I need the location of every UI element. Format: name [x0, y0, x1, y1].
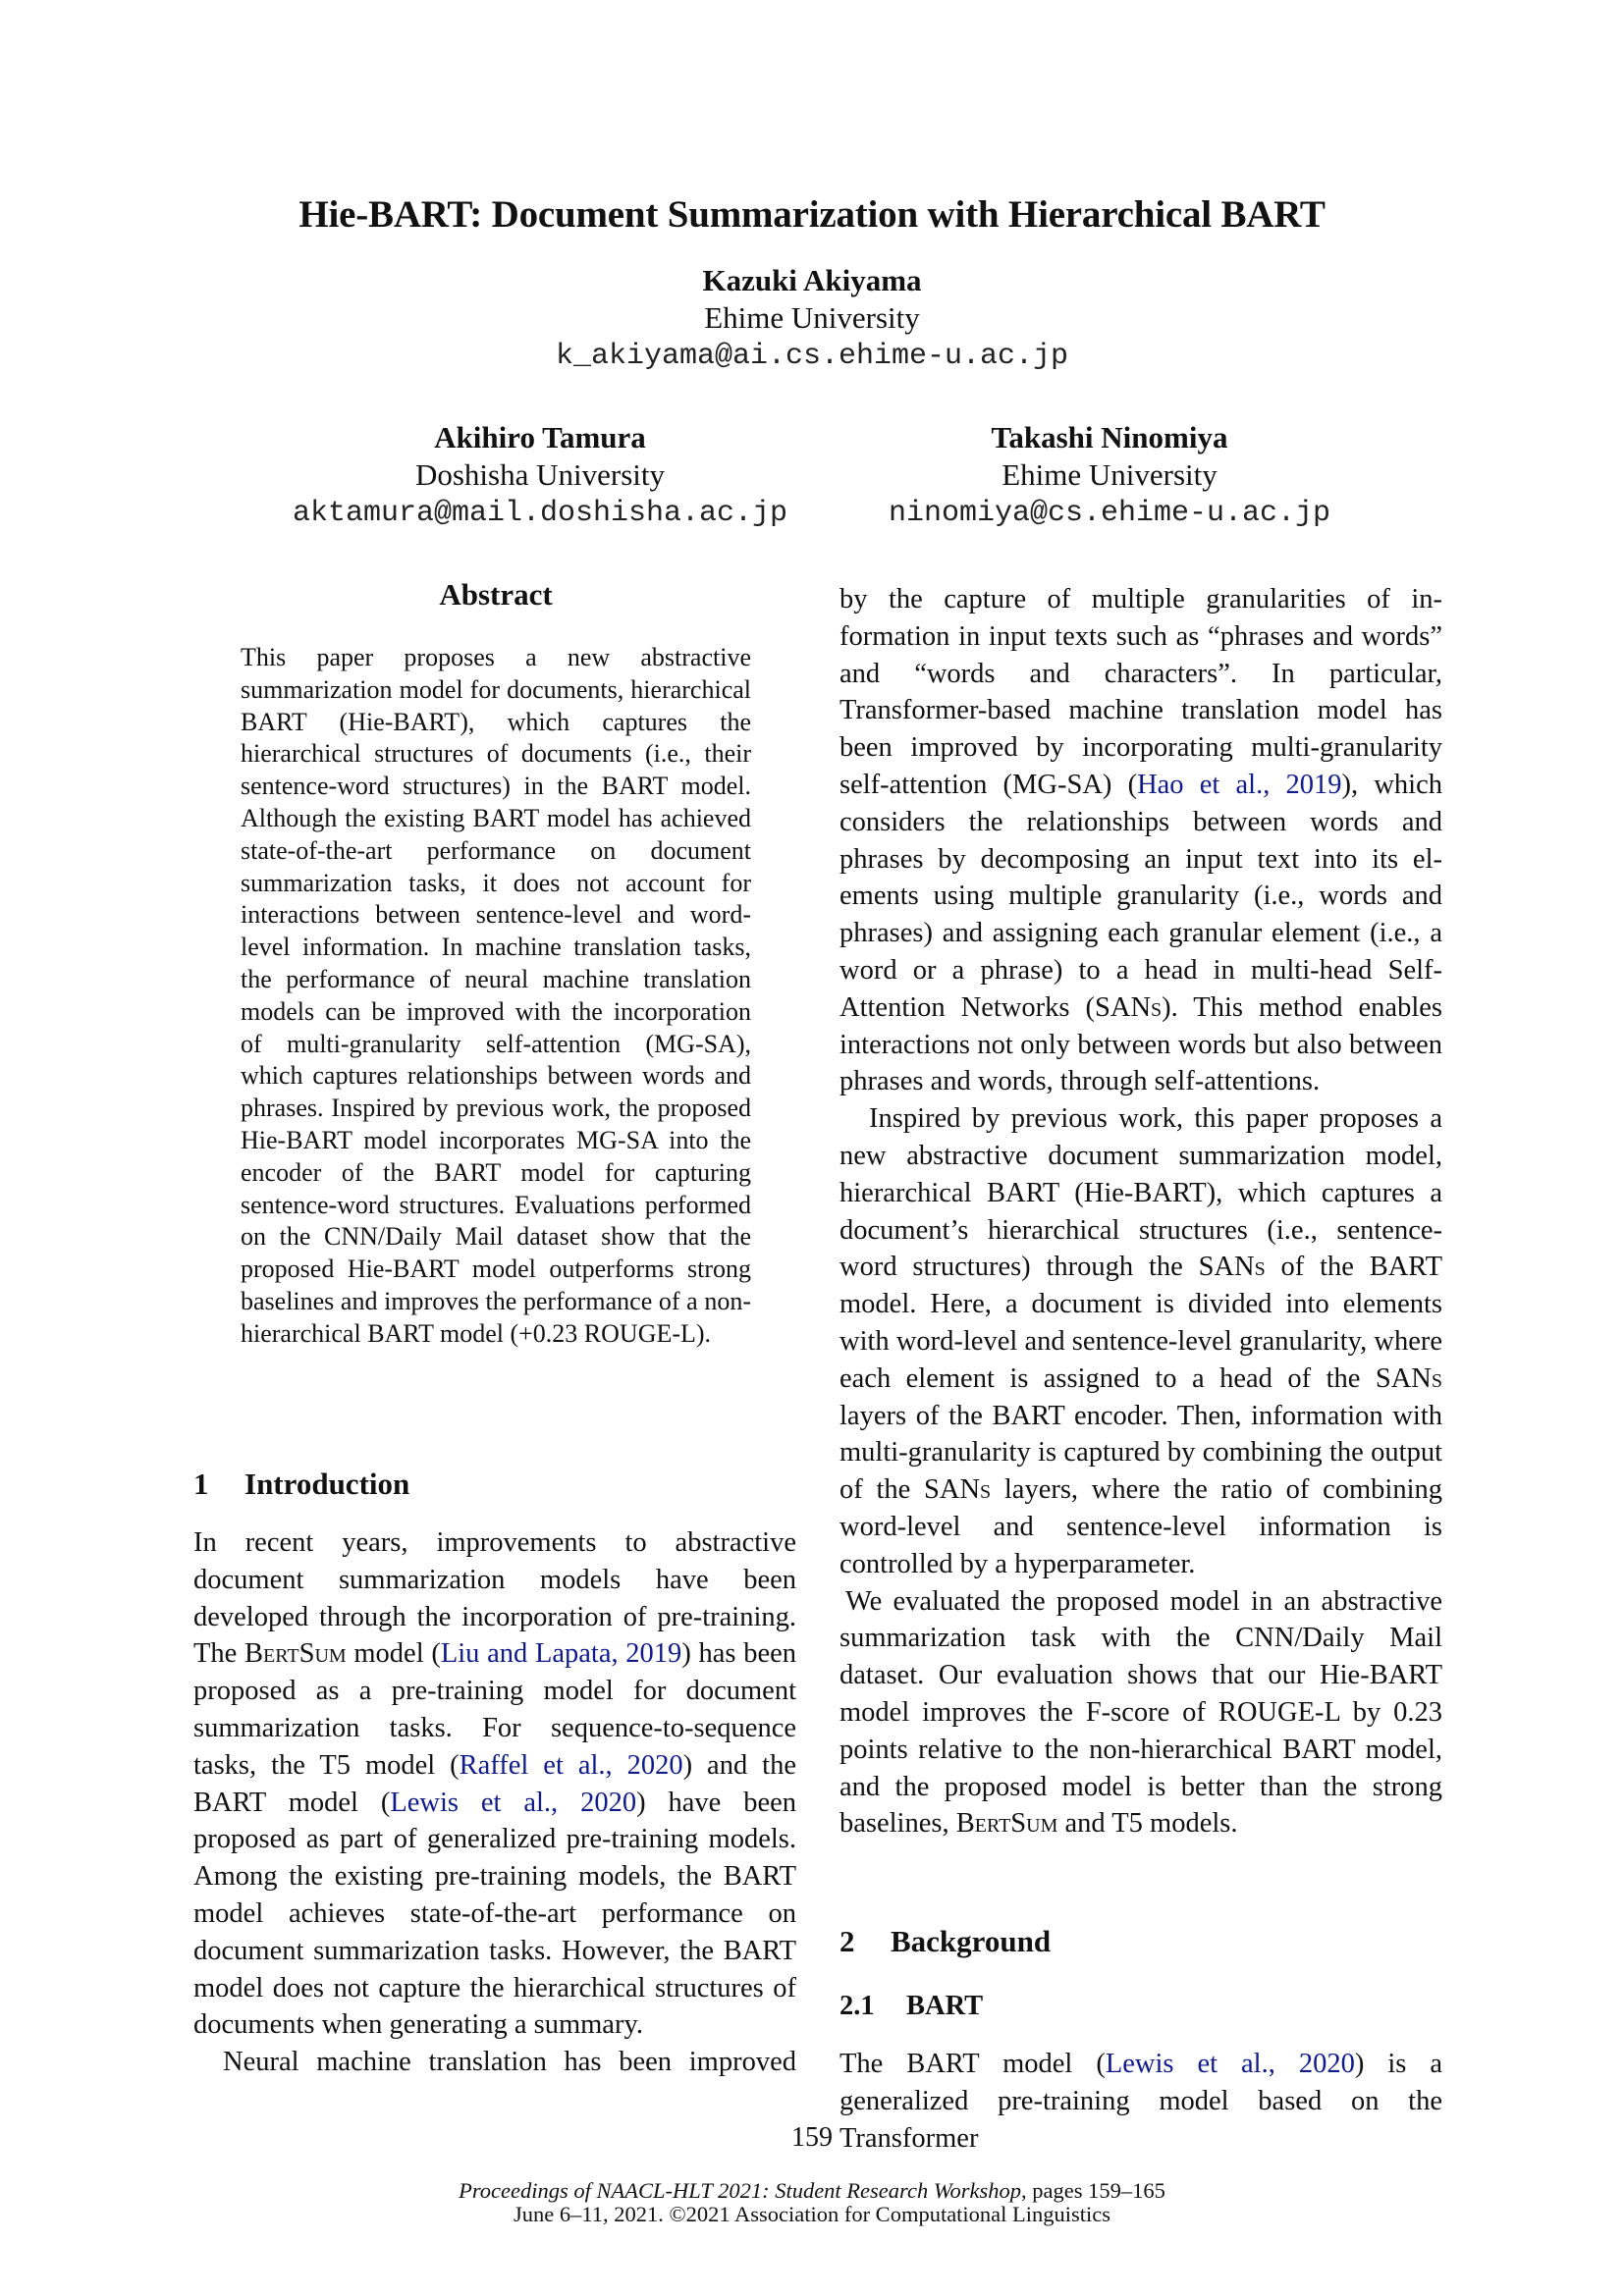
section-title: Background: [891, 1924, 1052, 1958]
abstract-paragraph: This paper proposes a new abstractive summarization model for documents, hierarchical BART (Hie-BART), which captures the hierarchical structures of documents (i.e., their sentence-word structures) in the BART model. Although the existing BART model has achieved state-of-the-art performance on document summarization tasks, it does not account for interactions between sentence-level and word-level information. In machine translation tasks, the performance of neural machine translation models can be improved with the incorporation of multi-granularity self-attention (MG-SA), which captures relationships between words and phrases. Inspired by previous work, the proposed Hie-BART model incorporates MG-SA into the encoder of the BART model for capturing sentence-word structures. Evaluations performed on the CNN/Daily Mail dataset show that the proposed Hie-BART model outperforms strong baselines and improves the performance of a non-hierarchical BART model (+0.23 ROUGE-L).: [241, 643, 751, 1348]
intro-paragraph-1: [193, 1524, 796, 2044]
section-number: 1: [193, 1467, 209, 1501]
text-run: We evaluated the proposed model in an abstractive summarization task with the CNN/Daily Mail dataset. Our evaluation shows that our Hie-BART model improves the F-score of ROUGE-L by 0.23 points relative to the non-hierarchical BART model, and the proposed model is better than the strong baselines,: [839, 1585, 1442, 1840]
citation-link[interactable]: Lewis et al., 2020: [1105, 2049, 1355, 2079]
intro-paragraph-4: [839, 1583, 1442, 1843]
text-run: ) has been proposed as a pre-training model for document summarization tasks. For sequence-to-sequence tasks, the T5 model (: [193, 1638, 796, 1781]
citation-link[interactable]: Raffel et al., 2020: [459, 1749, 683, 1781]
text-run: In recent years, improvements to abstractive document summarization models have been developed through the incorporation of pre-training. The: [193, 1527, 796, 1670]
section-number: 2: [839, 1924, 855, 1958]
page-number: 159: [791, 2122, 833, 2153]
author-name: Akihiro Tamura: [434, 420, 646, 454]
bertsum-term: BertSum: [244, 1638, 347, 1670]
text-run: The BART model (: [839, 2049, 1106, 2079]
text-run: and T5 models.: [1057, 1808, 1238, 1840]
author-email: k_akiyama@ai.cs.ehime-u.ac.jp: [555, 340, 1069, 373]
sans-term: SANs: [1375, 1362, 1442, 1394]
citation-link[interactable]: Hao et al., 2019: [1137, 769, 1342, 800]
author-affiliation: Ehime University: [704, 300, 920, 335]
text-run: ) have been proposed as part of generalized pre-training models. Among the existing pre-training models, the BART model achieves state-of-the-art performance on document summarization tasks. However, the BART model does not capture the hierarchical structures of documents when generating a summary.: [193, 1787, 796, 2041]
intro-paragraph-2-start: Neural machine translation has been improved: [223, 2047, 796, 2078]
subsection-number: 2.1: [839, 1991, 875, 2021]
bertsum-term: BertSum: [955, 1808, 1058, 1840]
abstract-text: [241, 642, 751, 1351]
text-run: ) and the BART model (: [193, 1749, 796, 1818]
paper-title: Hie-BART: Document Summarization with Hierarchical BART: [298, 193, 1326, 236]
subsection-title: BART: [906, 1991, 984, 2021]
text-run: model (: [346, 1638, 441, 1670]
text-run: layers of the BART encoder. Then, information with multi-granularity is captured by combining the output of the: [839, 1400, 1442, 1506]
author-email: ninomiya@cs.ehime-u.ac.jp: [888, 497, 1331, 530]
sans-term: SANs: [1095, 991, 1163, 1023]
footer-line-2: June 6–11, 2021. ©2021 Association for Computational Linguistics: [513, 2202, 1111, 2226]
intro-left-column: [193, 1524, 796, 2081]
section-heading-background: [839, 1924, 1051, 1959]
page-range: , pages 159–165: [1021, 2178, 1165, 2203]
subsection-heading-bart: [839, 1991, 983, 2022]
text-run: Inspired by previous work, this paper proposes a new abstractive document summarization model, hierarchical BART (Hie-BART), which captures a document’s hierarchical structures (i.e., sentence-word structures) through the: [839, 1103, 1442, 1283]
citation-link[interactable]: Liu and Lapata, 2019: [440, 1638, 682, 1670]
section-heading-introduction: [193, 1467, 409, 1502]
venue-name: Proceedings of NAACL-HLT 2021: Student Research Workshop: [459, 2178, 1021, 2203]
author-block-3: [835, 420, 1384, 530]
intro-paragraph-3: [839, 1100, 1442, 1582]
text-run: layers, where the ratio of combining word-level and sentence-level information is controlled by a hyperparameter.: [839, 1474, 1442, 1579]
citation-link[interactable]: Lewis et al., 2020: [390, 1787, 637, 1818]
text-run: ) is a generalized pre-training model based on the Transformer: [839, 2049, 1442, 2154]
sans-term: SANs: [924, 1474, 992, 1506]
text-run: of the BART model. Here, a document is divided into elements with word-level and sentence-level granularity, where each element is assigned to a head of the: [839, 1252, 1442, 1394]
author-block-2: [255, 420, 825, 530]
intro-right-column: [839, 581, 1442, 1842]
author-name: Kazuki Akiyama: [702, 263, 922, 297]
author-name: Takashi Ninomiya: [991, 420, 1228, 454]
footer-line-1: [0, 2179, 1624, 2203]
abstract-heading: Abstract: [439, 577, 553, 612]
section-title: Introduction: [244, 1467, 410, 1501]
author-email: aktamura@mail.doshisha.ac.jp: [292, 497, 788, 530]
intro-paragraph-2-cont: by the capture of multiple granularities of information in input texts such as “phrases and words” and “words and characters”. In particular, Transformer-based machine translation model has been improved by incorporating multi-granularity self-attention (MG-SA) (Hao et al., 2019), which considers the relationships between words and phrases by decomposing an input text into its elements using multiple granularity (i.e., words and phrases) and assigning each granular element (i.e., a word or a phrase) to a head in multi-head Self-Attention Networks (SANs). This method enables interactions not only between words but also between phrases and words, through self-attentions.: [839, 584, 1442, 1097]
proceedings-footer: [0, 2179, 1624, 2226]
author-affiliation: Doshisha University: [414, 457, 665, 492]
author-block-1: [0, 263, 1624, 373]
sans-term: SANs: [1198, 1252, 1266, 1283]
author-affiliation: Ehime University: [1001, 457, 1218, 492]
